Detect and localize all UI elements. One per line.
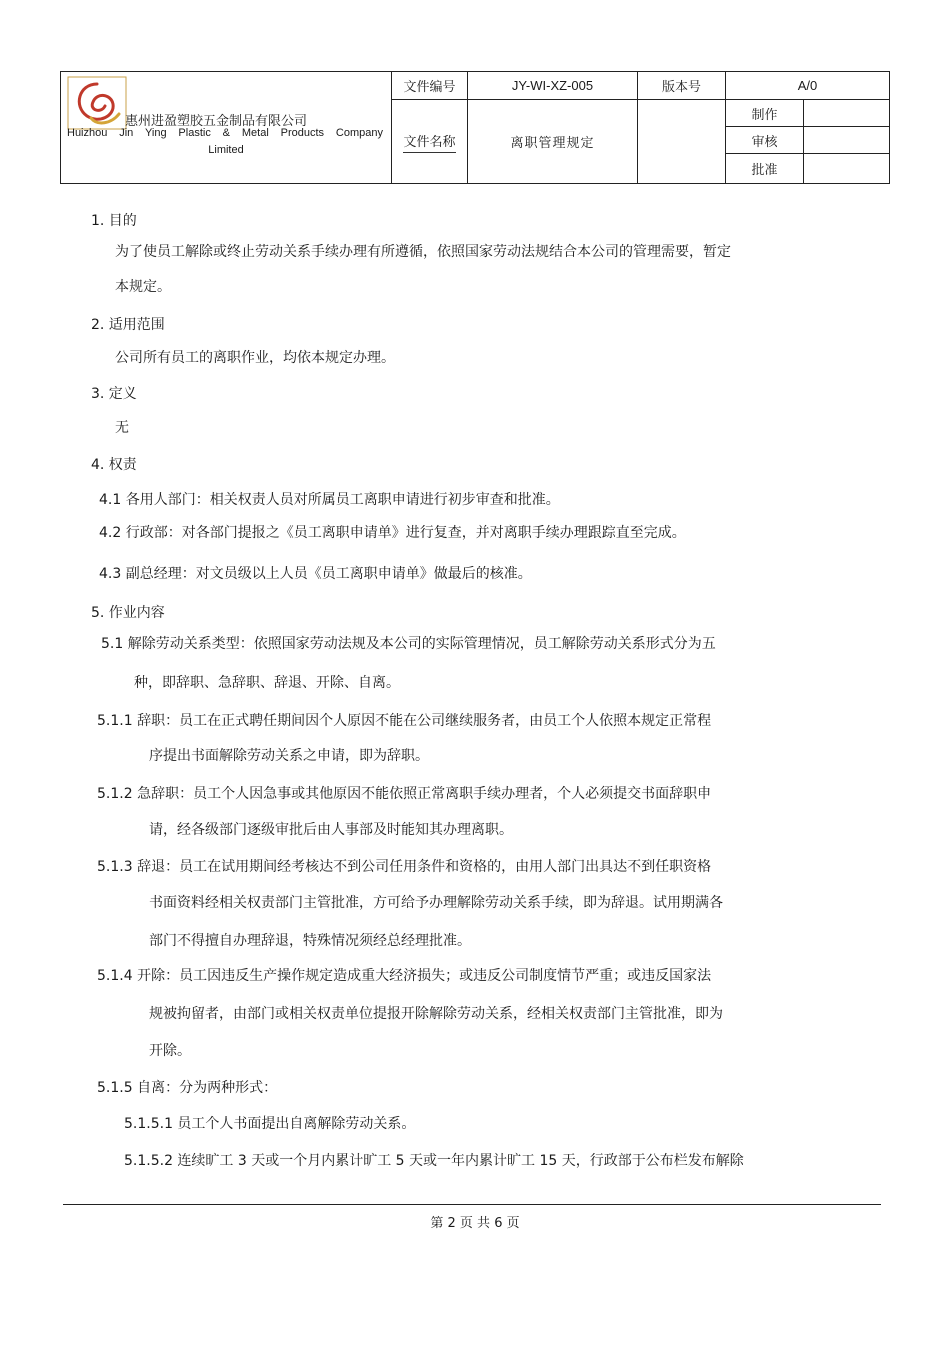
approve-label: 批准 bbox=[726, 154, 804, 184]
section-5-1-5-1: 5.1.5.1 员工个人书面提出自离解除劳动关系。 bbox=[124, 1116, 416, 1132]
version-value: A/0 bbox=[726, 72, 890, 100]
version-label: 版本号 bbox=[638, 72, 726, 100]
section-5-1-4-line3: 开除。 bbox=[149, 1043, 191, 1059]
section-4-2: 4.2 行政部：对各部门提报之《员工离职申请单》进行复查，并对离职手续办理跟踪直至完成。 bbox=[99, 525, 686, 541]
section-3-title: 3. 定义 bbox=[91, 386, 137, 402]
section-5-1-3-line1: 5.1.3 辞退：员工在试用期间经考核达不到公司任用条件和资格的，由用人部门出具达不到任职资格 bbox=[97, 859, 712, 875]
section-5-1-4-line2: 规被拘留者，由部门或相关权责单位提报开除解除劳动关系，经相关权责部门主管批准，即为 bbox=[149, 1006, 723, 1022]
company-name-en: Huizhou Jin Ying Plastic & Metal Products Company bbox=[67, 127, 383, 139]
section-1-title: 1. 目的 bbox=[91, 213, 137, 229]
section-5-1-2-line2: 请，经各级部门逐级审批后由人事部及时能知其办理离职。 bbox=[149, 822, 513, 838]
section-2-para: 公司所有员工的离职作业，均依本规定办理。 bbox=[115, 350, 395, 366]
doc-no-label: 文件编号 bbox=[392, 72, 468, 100]
footer-divider bbox=[63, 1204, 881, 1205]
made-by-label: 制作 bbox=[726, 100, 804, 127]
section-3-para: 无 bbox=[115, 420, 129, 436]
doc-name-label: 文件名称 bbox=[403, 131, 455, 153]
section-4-1: 4.1 各用人部门：相关权责人员对所属员工离职申请进行初步审查和批准。 bbox=[99, 492, 560, 508]
section-5-1-5: 5.1.5 自离：分为两种形式： bbox=[97, 1080, 278, 1096]
section-1-para-line2: 本规定。 bbox=[115, 279, 171, 295]
review-label: 审核 bbox=[726, 127, 804, 154]
section-5-title: 5. 作业内容 bbox=[91, 605, 165, 621]
section-2-title: 2. 适用范围 bbox=[91, 317, 165, 333]
section-5-1-3-line2: 书面资料经相关权责部门主管批准，方可给予办理解除劳动关系手续，即为辞退。试用期满各 bbox=[149, 895, 723, 911]
doc-no-value: JY-WI-XZ-005 bbox=[468, 72, 638, 100]
section-5-1-2-line1: 5.1.2 急辞职：员工个人因急事或其他原因不能依照正常离职手续办理者，个人必须提交书面辞职申 bbox=[97, 786, 712, 802]
section-5-1-line2: 种，即辞职、急辞职、辞退、开除、自离。 bbox=[134, 675, 400, 691]
section-5-1-3-line3: 部门不得擅自办理辞退，特殊情况须经总经理批准。 bbox=[149, 933, 471, 949]
section-5-1-line1: 5.1 解除劳动关系类型：依照国家劳动法规及本公司的实际管理情况，员工解除劳动关系形式分为五 bbox=[101, 636, 716, 652]
company-name-cn: 惠州进盈塑胶五金制品有限公司 bbox=[125, 114, 308, 129]
section-4-title: 4. 权责 bbox=[91, 457, 137, 473]
section-5-1-1-line2: 序提出书面解除劳动关系之申请，即为辞职。 bbox=[149, 748, 429, 764]
company-name-en-cont: Limited bbox=[208, 144, 244, 156]
doc-title: 离职管理规定 bbox=[468, 100, 638, 184]
section-5-1-1-line1: 5.1.1 辞职：员工在正式聘任期间因个人原因不能在公司继续服务者，由员工个人依照本规定正常程 bbox=[97, 713, 712, 729]
section-4-3: 4.3 副总经理：对文员级以上人员《员工离职申请单》做最后的核准。 bbox=[99, 566, 532, 582]
section-5-1-4-line1: 5.1.4 开除：员工因违反生产操作规定造成重大经济损失；或违反公司制度情节严重；或违反国家法 bbox=[97, 968, 712, 984]
section-1-para-line1: 为了使员工解除或终止劳动关系手续办理有所遵循，依照国家劳动法规结合本公司的管理需要，暂定 bbox=[115, 244, 731, 260]
section-5-1-5-2: 5.1.5.2 连续旷工 3 天或一个月内累计旷工 5 天或一年内累计旷工 15 天，行政部于公布栏发布解除 bbox=[124, 1153, 744, 1169]
page-number: 第 2 页 共 6 页 bbox=[430, 1216, 520, 1231]
